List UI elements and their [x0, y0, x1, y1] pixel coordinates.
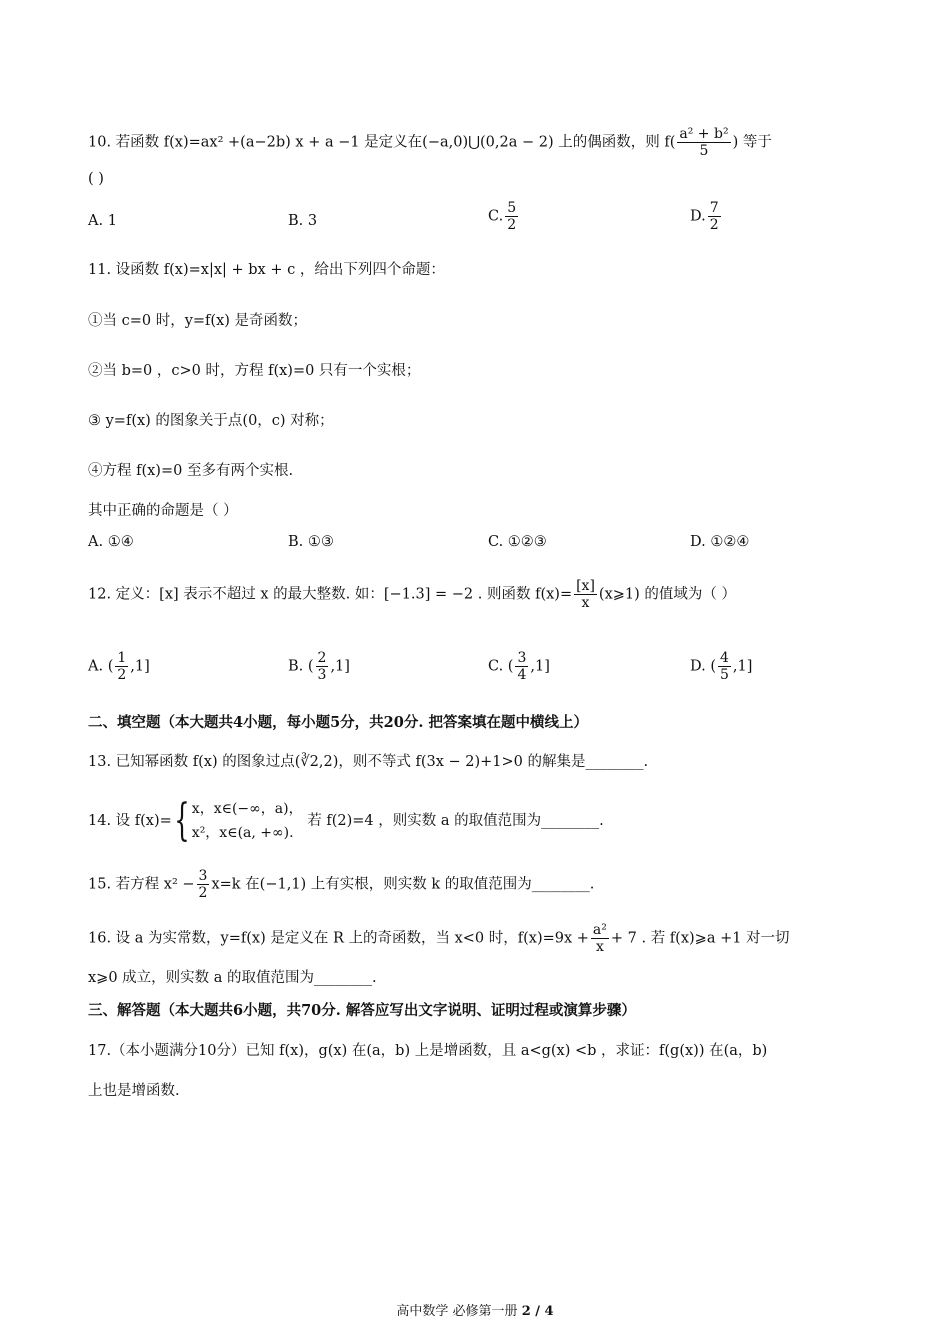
- q10-option-d-den: 2: [709, 217, 719, 233]
- q12-option-d-den: 5: [719, 667, 729, 683]
- q12-option-c-label: C. (: [488, 658, 514, 675]
- q16-fraction: [591, 922, 609, 955]
- q10-frac-den: 5: [699, 143, 709, 159]
- q14-prefix: 14. 设 f(x)=: [88, 813, 172, 829]
- q11-item-3: ③ y=f(x) 的图象关于点(0，c) 对称；: [88, 413, 334, 429]
- q12-option-b-num: 2: [317, 650, 327, 666]
- page-footer: [0, 1300, 950, 1319]
- q11-item-4: ④方程 f(x)=0 至多有两个实根.: [88, 463, 294, 479]
- q11-stem: 11. 设函数 f(x)=x|x| + bx + c ，给出下列四个命题：: [88, 262, 445, 278]
- q12-option-b-label: B. (: [288, 658, 314, 675]
- q12-option-d-num: 4: [719, 650, 729, 666]
- q12-option-c-num: 3: [517, 650, 527, 666]
- q17-line-1: 17.（本小题满分10分）已知 f(x)，g(x) 在(a，b) 上是增函数，且 a<g(x) <b ，求证：f(g(x)) 在(a，b): [88, 1043, 768, 1059]
- q14: [88, 797, 604, 845]
- q12-option-d-tail: ,1]: [732, 658, 753, 675]
- q12-option-b-den: 3: [317, 667, 327, 683]
- q16-prefix: 16. 设 a 为实常数，y=f(x) 是定义在 R 上的奇函数，当 x<0 时，f(x)=9x +: [88, 930, 589, 947]
- q12-stem: [88, 578, 736, 611]
- q10-stem-text: 10. 若函数 f(x)=ax² +(a−2b) x + a −1 是定义在(−a,0)⋃(0,2a − 2) 上的偶函数，则 f(: [88, 134, 676, 151]
- q15: [88, 868, 594, 901]
- q12-option-d-frac: [718, 650, 731, 683]
- q11-option-c: C. ①②③: [488, 534, 547, 550]
- q12-option-a-den: 2: [117, 667, 127, 683]
- q11-item-2: ②当 b=0 ，c>0 时，方程 f(x)=0 只有一个实根；: [88, 363, 421, 379]
- q12-option-c-tail: ,1]: [530, 658, 550, 675]
- q16-line-2: x⩾0 成立，则实数 a 的取值范围为________.: [88, 970, 377, 986]
- q10-option-c: [488, 200, 520, 233]
- q12-option-b-frac: [316, 650, 329, 683]
- q13: 13. 已知幂函数 f(x) 的图象过点(∛2,2)，则不等式 f(3x − 2)+1>0 的解集是________.: [88, 754, 649, 770]
- q10-frac-num: a² + b²: [679, 126, 729, 142]
- q12-option-b: [288, 650, 350, 683]
- q12-option-d: [690, 650, 752, 683]
- q12-frac-num: [x]: [576, 578, 595, 594]
- q11-ask: 其中正确的命题是（ ）: [88, 503, 238, 519]
- footer-text: 高中数学 必修第一册: [396, 1304, 522, 1319]
- q12-option-d-label: D. (: [690, 658, 716, 675]
- q11-option-a: A. ①④: [88, 534, 134, 550]
- q16-frac-den: x: [595, 939, 604, 955]
- q15-frac-den: 2: [198, 885, 208, 901]
- q15-suffix: x=k 在(−1,1) 上有实根，则实数 k 的取值范围为________.: [211, 876, 595, 893]
- left-brace-icon: {: [174, 795, 190, 846]
- q12-tail: (x⩾1) 的值域为（ ）: [598, 586, 737, 603]
- footer-page-number: 2 / 4: [521, 1304, 554, 1319]
- q12-option-c-frac: [515, 650, 528, 683]
- q12-option-c-den: 4: [517, 667, 527, 683]
- q12-option-a: [88, 650, 150, 683]
- q10-option-b: B. 3: [288, 213, 318, 229]
- q11-option-d: D. ①②④: [690, 534, 750, 550]
- q17-line-2: 上也是增函数.: [88, 1083, 180, 1099]
- q10-option-d: [690, 200, 723, 233]
- q10-option-c-frac: [505, 200, 518, 233]
- q10-option-c-den: 2: [507, 217, 517, 233]
- q14-case-1: x，x∈(−∞，a)，: [191, 801, 303, 817]
- q10-option-d-label: D.: [690, 208, 706, 225]
- q11-item-1: ①当 c=0 时，y=f(x) 是奇函数；: [88, 313, 308, 329]
- section-2-heading: 二、填空题（本大题共4小题，每小题5分，共20分. 把答案填在题中横线上）: [88, 714, 588, 731]
- q12-option-a-label: A. (: [88, 658, 114, 675]
- q12-option-a-num: 1: [117, 650, 127, 666]
- q15-fraction: [197, 868, 210, 901]
- q16-frac-num: a²: [592, 922, 607, 938]
- q10-fraction: [677, 126, 730, 159]
- q10-option-c-num: 5: [507, 200, 517, 216]
- q10-tail: ) 等于: [732, 134, 772, 151]
- q11-option-b: B. ①③: [288, 534, 334, 550]
- q10-option-a: A. 1: [88, 213, 117, 229]
- q15-frac-num: 3: [198, 868, 208, 884]
- q10-answer-paren: ( ): [88, 171, 104, 187]
- q14-suffix: 若 f(2)=4 ，则实数 a 的取值范围为________.: [307, 813, 604, 829]
- q16-line-1: [88, 922, 790, 955]
- q12-option-a-tail: ,1]: [130, 658, 150, 675]
- q10-option-d-num: 7: [709, 200, 719, 216]
- q12-stem-text: 12. 定义：[x] 表示不超过 x 的最大整数. 如：[−1.3] = −2 . 则函数 f(x)=: [88, 586, 573, 603]
- q16-suffix: + 7 . 若 f(x)⩾a +1 对一切: [610, 930, 790, 947]
- q12-option-a-frac: [115, 650, 128, 683]
- section-3-heading: 三、解答题（本大题共6小题，共70分. 解答应写出文字说明、证明过程或演算步骤）: [88, 1002, 636, 1019]
- q12-option-c: [488, 650, 550, 683]
- q14-case-2: x²，x∈(a, +∞).: [191, 825, 294, 841]
- q14-cases: [192, 797, 303, 845]
- q12-fraction: [574, 578, 597, 611]
- q12-option-b-tail: ,1]: [330, 658, 350, 675]
- q12-frac-den: x: [581, 595, 590, 611]
- q10-option-c-label: C.: [488, 208, 504, 225]
- q15-prefix: 15. 若方程 x² −: [88, 876, 195, 893]
- q10-stem: [88, 126, 772, 159]
- q10-option-d-frac: [708, 200, 721, 233]
